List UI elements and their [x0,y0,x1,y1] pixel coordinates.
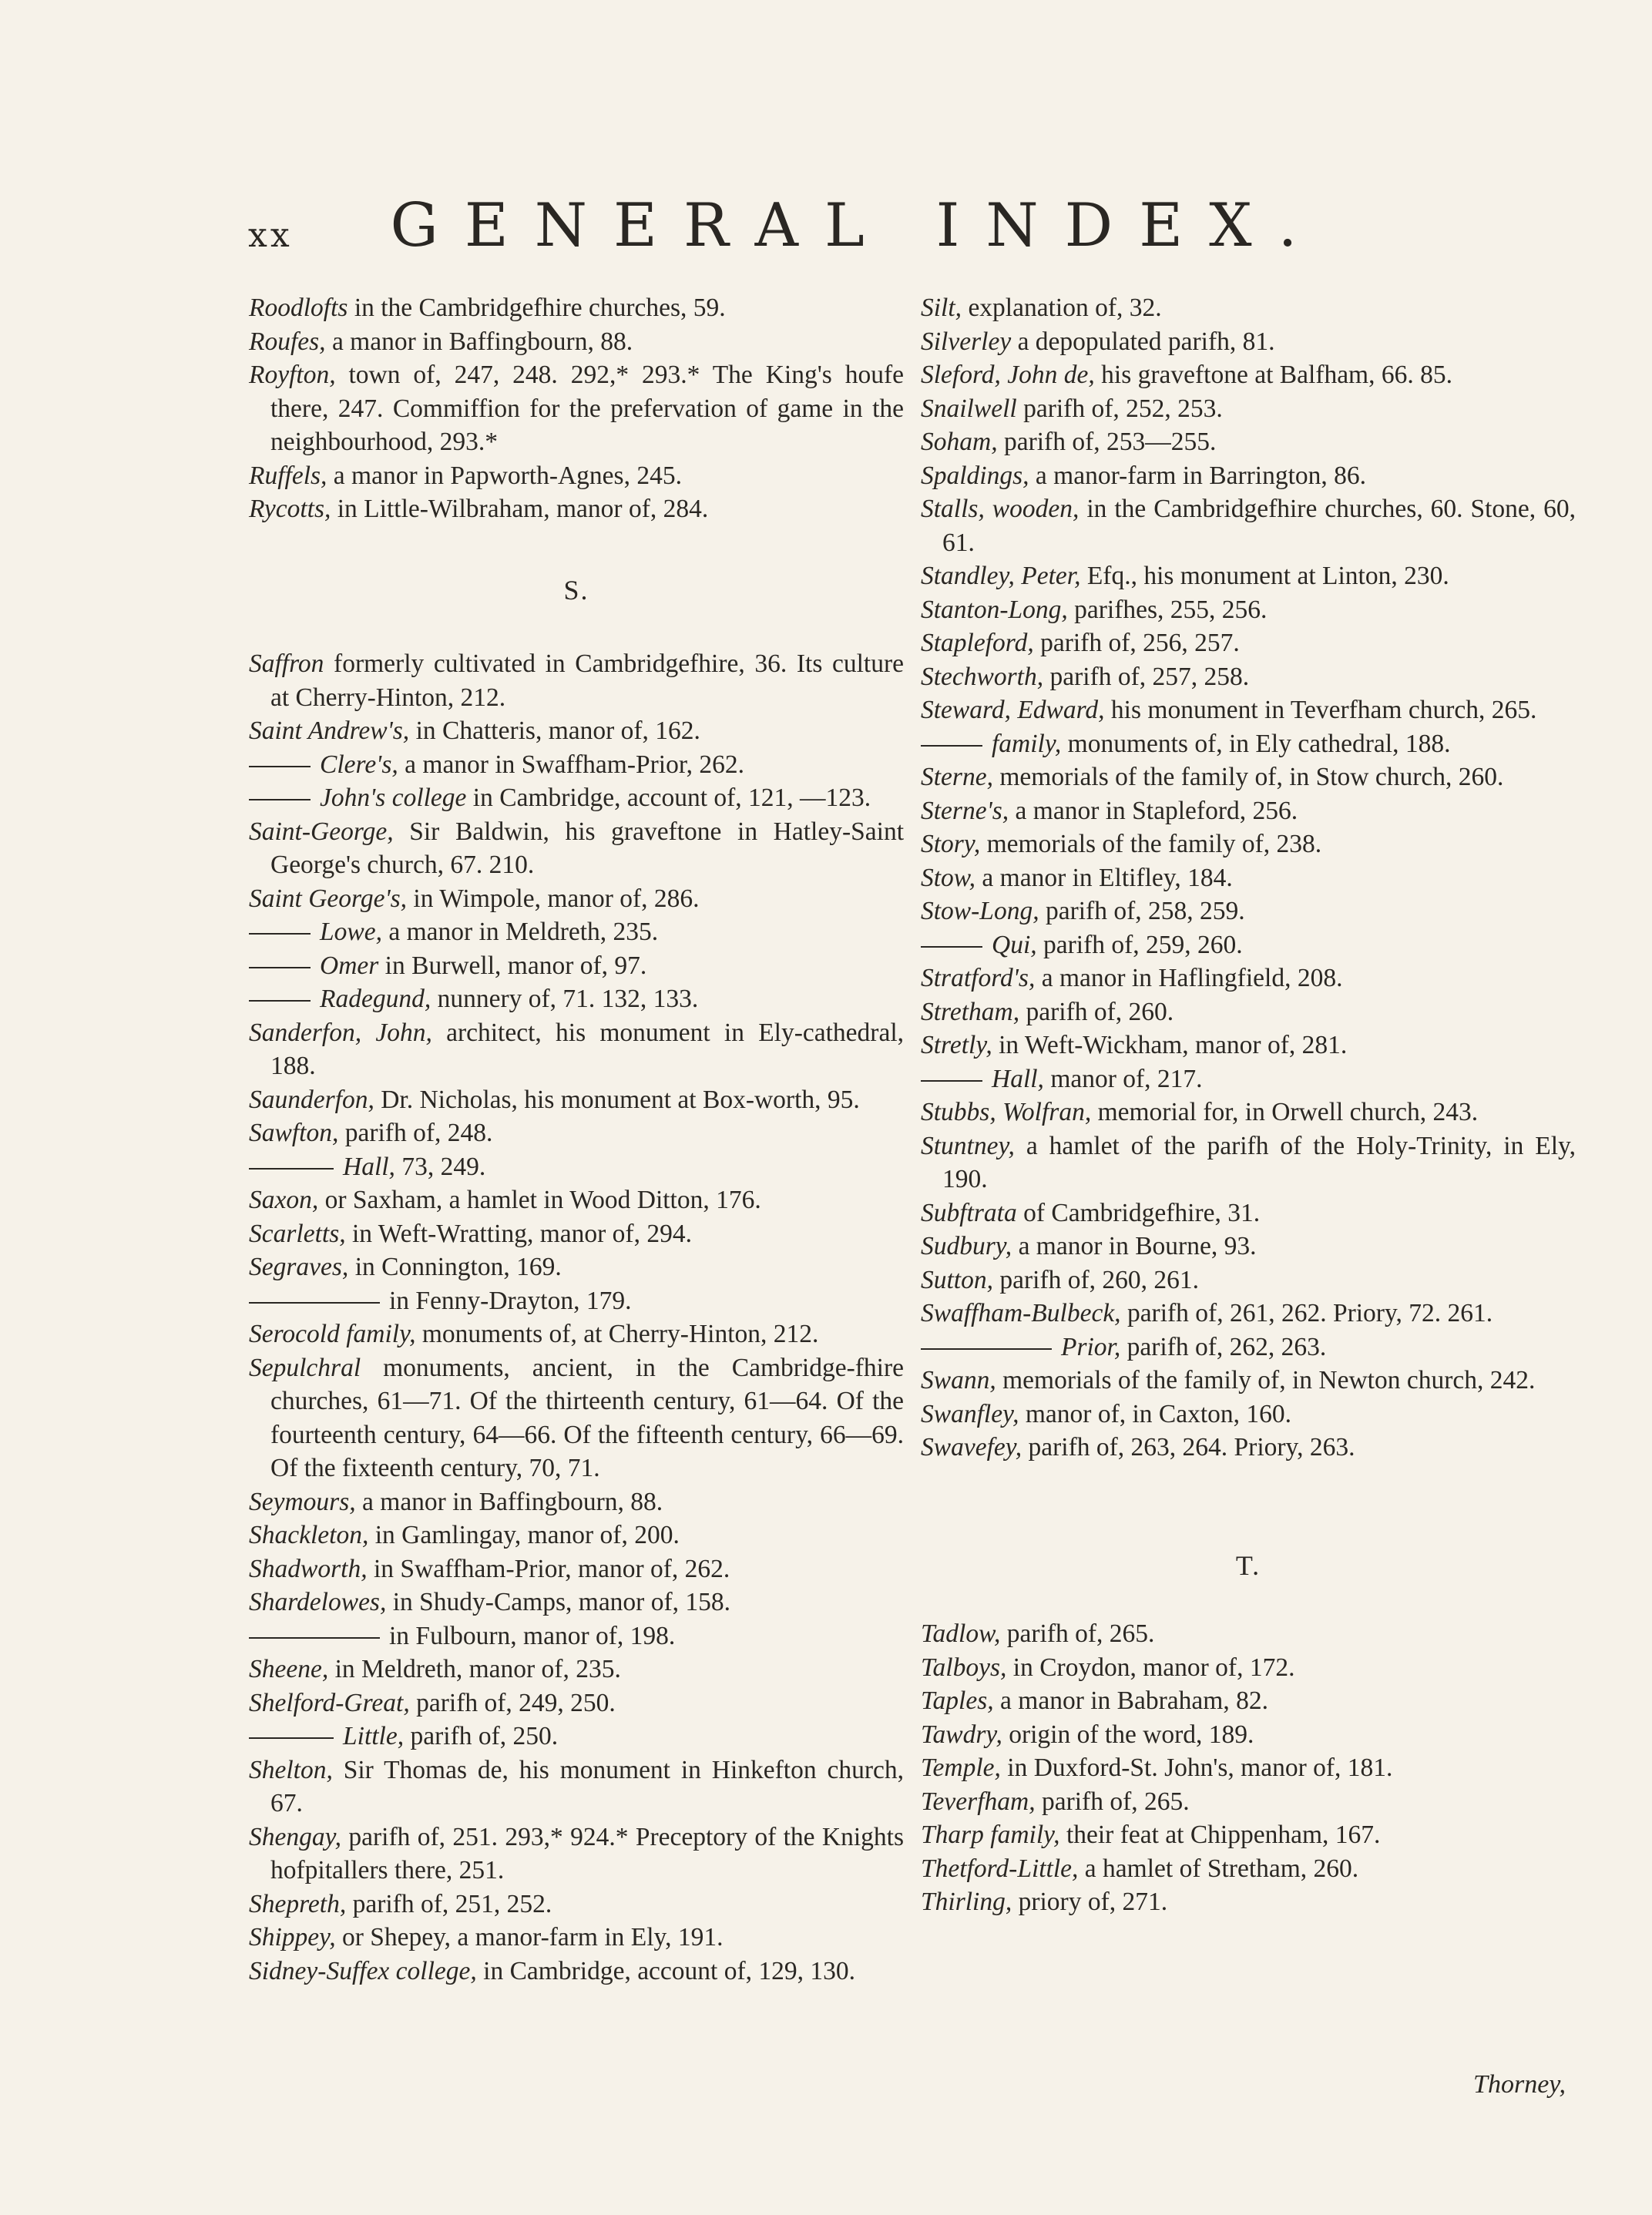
index-entry [249,1317,904,1351]
index-term: Saxon, [249,1186,319,1214]
index-term: Stapleford, [921,629,1034,657]
index-entry [921,492,1576,559]
section-heading-s: S. [563,574,589,606]
index-text: parifh of, 265. [1035,1787,1190,1816]
index-entry [249,1653,904,1686]
index-text: parifh of, 257, 258. [1043,662,1250,691]
index-text: in the Cambridgefhire churches, 59. [348,294,726,322]
index-text: parifh of, 259, 260. [1036,930,1243,959]
index-entry [921,693,1576,727]
index-text: parifh of, 260. [1019,997,1174,1026]
index-term: Ruffels, [249,461,327,490]
index-entry [249,1821,904,1888]
index-entry [249,748,904,782]
index-entry [249,647,904,714]
index-term: Sudbury, [921,1232,1012,1260]
index-text: nunnery of, 71. 132, 133. [431,985,699,1013]
index-term: Stanton-Long, [921,595,1068,624]
index-entry [921,794,1576,828]
index-text: memorials of the family of, in Stow church, 260. [992,763,1504,791]
index-term: Saint-George, [249,817,394,846]
index-term: Omer [320,951,379,980]
ditto-dash [921,1348,1052,1350]
index-entry [921,1196,1576,1230]
index-text: memorials of the family of, in Newton church, 242. [996,1366,1536,1394]
index-entry [921,894,1576,928]
index-entry [921,559,1576,593]
index-text: parifh of, 258, 259. [1039,897,1245,925]
index-term: Subftrata [921,1198,1017,1227]
index-term: Teverfham, [921,1787,1036,1816]
index-entry [249,459,904,493]
index-entry [921,1651,1576,1685]
ditto-dash [249,1302,380,1304]
index-text: a manor in Meldreth, 235. [381,918,659,946]
index-entry [249,1083,904,1117]
index-term: Shelford-Great, [249,1688,410,1717]
index-term: Stubbs, Wolfran, [921,1098,1092,1126]
index-text: Dr. Nicholas, his monument at Box-worth, 95. [374,1085,860,1114]
ditto-dash [921,745,982,747]
index-entry [921,995,1576,1029]
index-term: Silverley [921,327,1012,356]
ditto-dash [921,1080,982,1082]
index-text: parifh of, 252, 253. [1016,394,1223,423]
index-text: in Croydon, manor of, 172. [1006,1653,1295,1682]
index-term: Little, [343,1722,405,1750]
index-term: Stow-Long, [921,897,1039,925]
index-term: Qui, [992,930,1037,959]
index-term: Story, [921,830,981,858]
index-term: Talboys, [921,1653,1007,1682]
index-term: Sheene, [249,1655,329,1683]
index-text: monuments, ancient, in the Cambridge-fhire churches, 61—71. Of the thirteenth century, 61—64. Of the fourteenth century, 64—66. Of the fifteenth century, 66—69. Of the fixteenth century, 70, 71. [270,1353,904,1482]
index-text: manor of, 217. [1043,1064,1203,1093]
index-term: Hall, [992,1064,1044,1093]
index-term: Sepulchral [249,1353,361,1382]
index-entry [249,781,904,815]
index-term: Scarletts, [249,1219,346,1248]
index-text: parifh of, 260, 261. [993,1265,1200,1294]
index-text: in Fulbourn, manor of, 198. [389,1621,676,1650]
page-number: xx [248,216,293,255]
ditto-dash [921,946,982,948]
index-entry [249,1519,904,1552]
index-text: parifhes, 255, 256. [1067,595,1268,624]
index-term: Thirling, [921,1888,1012,1916]
index-text: a manor in Swaffham-Prior, 262. [398,750,745,779]
index-entry [921,1431,1576,1465]
index-entry [249,949,904,983]
index-term: family, [992,729,1062,758]
index-entry [249,882,904,916]
index-entry [921,1230,1576,1264]
index-term: Saunderfon, [249,1085,374,1114]
index-text: monuments of, in Ely cathedral, 188. [1061,729,1451,758]
index-entry [921,1129,1576,1196]
index-term: Standley, Peter, [921,562,1081,590]
index-term: Saffron [249,649,324,678]
index-text: in Cambridge, account of, 129, 130. [476,1956,856,1985]
index-text: memorials of the family of, 238. [980,830,1322,858]
index-text: of Cambridgefhire, 31. [1016,1198,1261,1227]
index-entry [921,593,1576,627]
index-entry [249,1754,904,1821]
index-text: parifh of, 251. 293,* 924.* Preceptory of the Knights hofpitallers there, 251. [270,1822,904,1884]
index-term: Stretham, [921,997,1020,1026]
index-text: a manor in Baffingbourn, 88. [325,327,633,356]
index-entry [249,1619,904,1653]
index-entry [249,1116,904,1150]
index-entry [921,358,1576,392]
ditto-dash [249,967,311,968]
index-entry [249,291,904,325]
index-term: Swanfley, [921,1399,1019,1428]
left-column [249,291,904,1988]
index-text: parifh of, 256, 257. [1033,629,1240,657]
index-term: Shengay, [249,1822,342,1851]
index-term: Sutton, [921,1265,993,1294]
index-term: Taples, [921,1686,994,1715]
index-text: a depopulated parifh, 81. [1011,327,1275,356]
index-entry [921,1818,1576,1852]
index-entry [921,827,1576,861]
index-text: parifh of, 248. [338,1119,493,1147]
index-term: Stretly, [921,1031,992,1059]
index-text: town of, 247, 248. 292,* 293.* The King's houfe there, 247. Commiffion for the prefervation of game in the neighbourhood, 293.* [270,361,904,456]
index-entry [249,1150,904,1184]
index-entry [921,1029,1576,1062]
entries-s-left [249,647,904,1988]
index-entry [249,915,904,949]
index-entry [249,982,904,1016]
ditto-dash [249,766,311,767]
index-term: Spaldings, [921,461,1029,490]
index-term: Tadlow, [921,1619,1001,1648]
index-text: formerly cultivated in Cambridgefhire, 36. Its culture at Cherry-Hinton, 212. [270,649,904,712]
index-text: a manor in Stapleford, 256. [1009,796,1298,825]
index-entry [921,392,1576,426]
index-term: Tharp family, [921,1821,1060,1849]
index-term: Silt, [921,294,962,322]
index-entry [921,626,1576,660]
index-term: Segraves, [249,1253,349,1281]
index-entry [921,1398,1576,1431]
index-entry [921,861,1576,895]
index-term: Tawdry, [921,1720,1002,1749]
index-term: Stow, [921,863,976,892]
index-entry [921,1062,1576,1096]
index-term: Sterne, [921,763,993,791]
index-text: in Meldreth, manor of, 235. [328,1655,621,1683]
index-entry [249,492,904,526]
index-entry [921,1096,1576,1129]
catchword: Thorney, [1473,2070,1566,2099]
index-entry [249,1183,904,1217]
index-entry [249,1351,904,1485]
ditto-dash [249,799,311,800]
index-entry [921,425,1576,459]
index-entry [249,1485,904,1519]
index-text: in Burwell, manor of, 97. [378,951,647,980]
index-entry [249,1921,904,1955]
index-term: Hall, [343,1152,395,1181]
index-term: Roufes, [249,327,326,356]
index-entry [921,1297,1576,1331]
entries-s-right [921,291,1576,1465]
ditto-dash [249,1737,334,1739]
index-term: Stratford's, [921,964,1036,992]
index-text: a manor-farm in Barrington, 86. [1029,461,1367,490]
index-term: Stuntney, [921,1131,1015,1160]
index-term: Shardelowes, [249,1588,387,1616]
index-text: parifh of, 251, 252. [346,1889,552,1918]
index-text: parifh of, 261, 262. Priory, 72. 261. [1120,1299,1493,1327]
index-term: Swann, [921,1366,996,1394]
index-term: Lowe, [320,918,382,946]
index-text: 73, 249. [395,1152,486,1181]
index-entry [249,1686,904,1720]
index-text: parifh of, 253—255. [997,428,1217,456]
index-entry [921,1364,1576,1398]
index-term: Seymours, [249,1487,356,1516]
index-entry [921,1718,1576,1752]
index-entry [921,1885,1576,1919]
index-text: parifh of, 249, 250. [409,1688,616,1717]
index-text: in the Cambridgefhire churches, 60. Stone, 60, 61. [942,495,1576,557]
ditto-dash [249,1637,380,1639]
index-text: parifh of, 265. [1000,1619,1155,1648]
index-text: a manor in Baffingbourn, 88. [355,1487,663,1516]
index-text: a hamlet of Stretham, 260. [1078,1854,1359,1883]
entries-r [249,291,904,526]
index-text: in Connington, 169. [348,1253,562,1281]
index-text: in Wimpole, manor of, 286. [407,884,700,913]
entries-t [921,1617,1576,1919]
index-entry [249,714,904,748]
index-entry [249,1552,904,1586]
index-entry [249,1955,904,1988]
index-text: his monument in Teverfham church, 265. [1104,696,1537,724]
index-entry [921,660,1576,694]
index-entry [921,1852,1576,1886]
index-entry [921,1684,1576,1718]
index-term: Sawfton, [249,1119,339,1147]
index-term: Stechworth, [921,662,1044,691]
index-entry [249,1250,904,1284]
index-term: Soham, [921,428,998,456]
index-term: John's college [320,784,467,812]
index-term: Stalls, wooden, [921,495,1080,523]
index-entry [249,1284,904,1318]
index-text: in Gamlingay, manor of, 200. [368,1521,680,1549]
index-text: memorial for, in Orwell church, 243. [1091,1098,1479,1126]
index-term: Shelton, [249,1755,333,1784]
index-entry [249,1016,904,1083]
index-entry [921,1264,1576,1297]
index-text: in Weft-Wickham, manor of, 281. [992,1031,1348,1059]
index-text: explanation of, 32. [962,294,1162,322]
index-entry [249,1586,904,1619]
index-entry [249,1720,904,1754]
index-text: architect, his monument in Ely-cathedral, 188. [270,1018,904,1080]
index-entry [249,1888,904,1921]
index-entry [921,760,1576,794]
index-entry [921,1617,1576,1651]
ditto-dash [249,933,311,935]
index-text: a manor in Babraham, 82. [993,1686,1268,1715]
index-term: Clere's, [320,750,398,779]
index-entry [249,1217,904,1251]
ditto-dash [249,1000,311,1002]
ditto-dash [249,1168,334,1170]
index-entry [921,1785,1576,1819]
index-text: in Fenny-Drayton, 179. [389,1286,632,1315]
index-term: Saint Andrew's, [249,717,410,745]
index-entry [921,459,1576,493]
index-term: Royfton, [249,361,336,389]
page-title: GENERAL INDEX. [390,191,1324,260]
index-entry [921,325,1576,359]
index-text: a manor in Papworth-Agnes, 245. [327,461,682,490]
index-entry [249,815,904,882]
index-text: manor of, in Caxton, 160. [1019,1399,1292,1428]
index-entry [921,1751,1576,1785]
index-text: monuments of, at Cherry-Hinton, 212. [415,1320,819,1348]
index-entry [921,1331,1576,1364]
index-text: a manor in Bourne, 93. [1012,1232,1257,1260]
index-text: in Little-Wilbraham, manor of, 284. [331,495,709,523]
index-text: Sir Thomas de, his monument in Hinkefton church, 67. [270,1755,904,1817]
index-term: Shippey, [249,1923,336,1952]
index-term: Snailwell [921,394,1017,423]
index-term: Temple, [921,1754,1001,1782]
index-text: in Swaffham-Prior, manor of, 262. [367,1554,730,1583]
index-text: parifh of, 262, 263. [1120,1332,1327,1361]
index-term: Steward, Edward, [921,696,1105,724]
index-text: or Saxham, a hamlet in Wood Ditton, 176. [318,1186,761,1214]
index-term: Swavefey, [921,1433,1022,1462]
index-text: in Shudy-Camps, manor of, 158. [386,1588,730,1616]
index-term: Sidney-Suffex college, [249,1956,477,1985]
index-term: Thetford-Little, [921,1854,1079,1883]
index-entry [249,358,904,459]
index-text: origin of the word, 189. [1002,1720,1254,1749]
index-term: Serocold family, [249,1320,416,1348]
index-entry [921,291,1576,325]
index-text: in Weft-Wratting, manor of, 294. [345,1219,692,1248]
index-term: Saint George's, [249,884,408,913]
index-term: Sanderfon, John, [249,1018,432,1047]
index-text: a manor in Eltifley, 184. [975,863,1233,892]
index-term: Roodlofts [249,294,348,322]
index-text: a manor in Haflingfield, 208. [1035,964,1343,992]
section-heading-t: T. [1235,1549,1261,1581]
index-term: Sterne's, [921,796,1009,825]
index-term: Shackleton, [249,1521,369,1549]
index-term: Swaffham-Bulbeck, [921,1299,1121,1327]
index-text: in Cambridge, account of, 121, —123. [466,784,871,812]
index-text: in Duxford-St. John's, manor of, 181. [1000,1754,1393,1782]
index-text: a hamlet of the parifh of the Holy-Trinity, in Ely, 190. [942,1131,1576,1193]
index-text: Efq., his monument at Linton, 230. [1080,562,1449,590]
index-term: Radegund, [320,985,431,1013]
index-text: parifh of, 263, 264. Priory, 263. [1022,1433,1355,1462]
index-text: Sir Baldwin, his graveftone in Hatley-Saint George's church, 67. 210. [270,817,904,879]
right-column [921,291,1576,1919]
index-text: priory of, 271. [1012,1888,1168,1916]
index-entry [921,727,1576,761]
index-text: their feat at Chippenham, 167. [1059,1821,1381,1849]
index-entry [249,325,904,359]
index-term: Prior, [1061,1332,1121,1361]
index-term: Rycotts, [249,495,331,523]
index-text: his graveftone at Balfham, 66. 85. [1094,361,1452,389]
index-entry [921,962,1576,995]
index-text: or Shepey, a manor-farm in Ely, 191. [335,1923,724,1952]
index-text: in Chatteris, manor of, 162. [409,717,700,745]
index-term: Shepreth, [249,1889,347,1918]
index-term: Shadworth, [249,1554,368,1583]
index-entry [921,928,1576,962]
index-term: Sleford, John de, [921,361,1095,389]
index-text: parifh of, 250. [404,1722,559,1750]
